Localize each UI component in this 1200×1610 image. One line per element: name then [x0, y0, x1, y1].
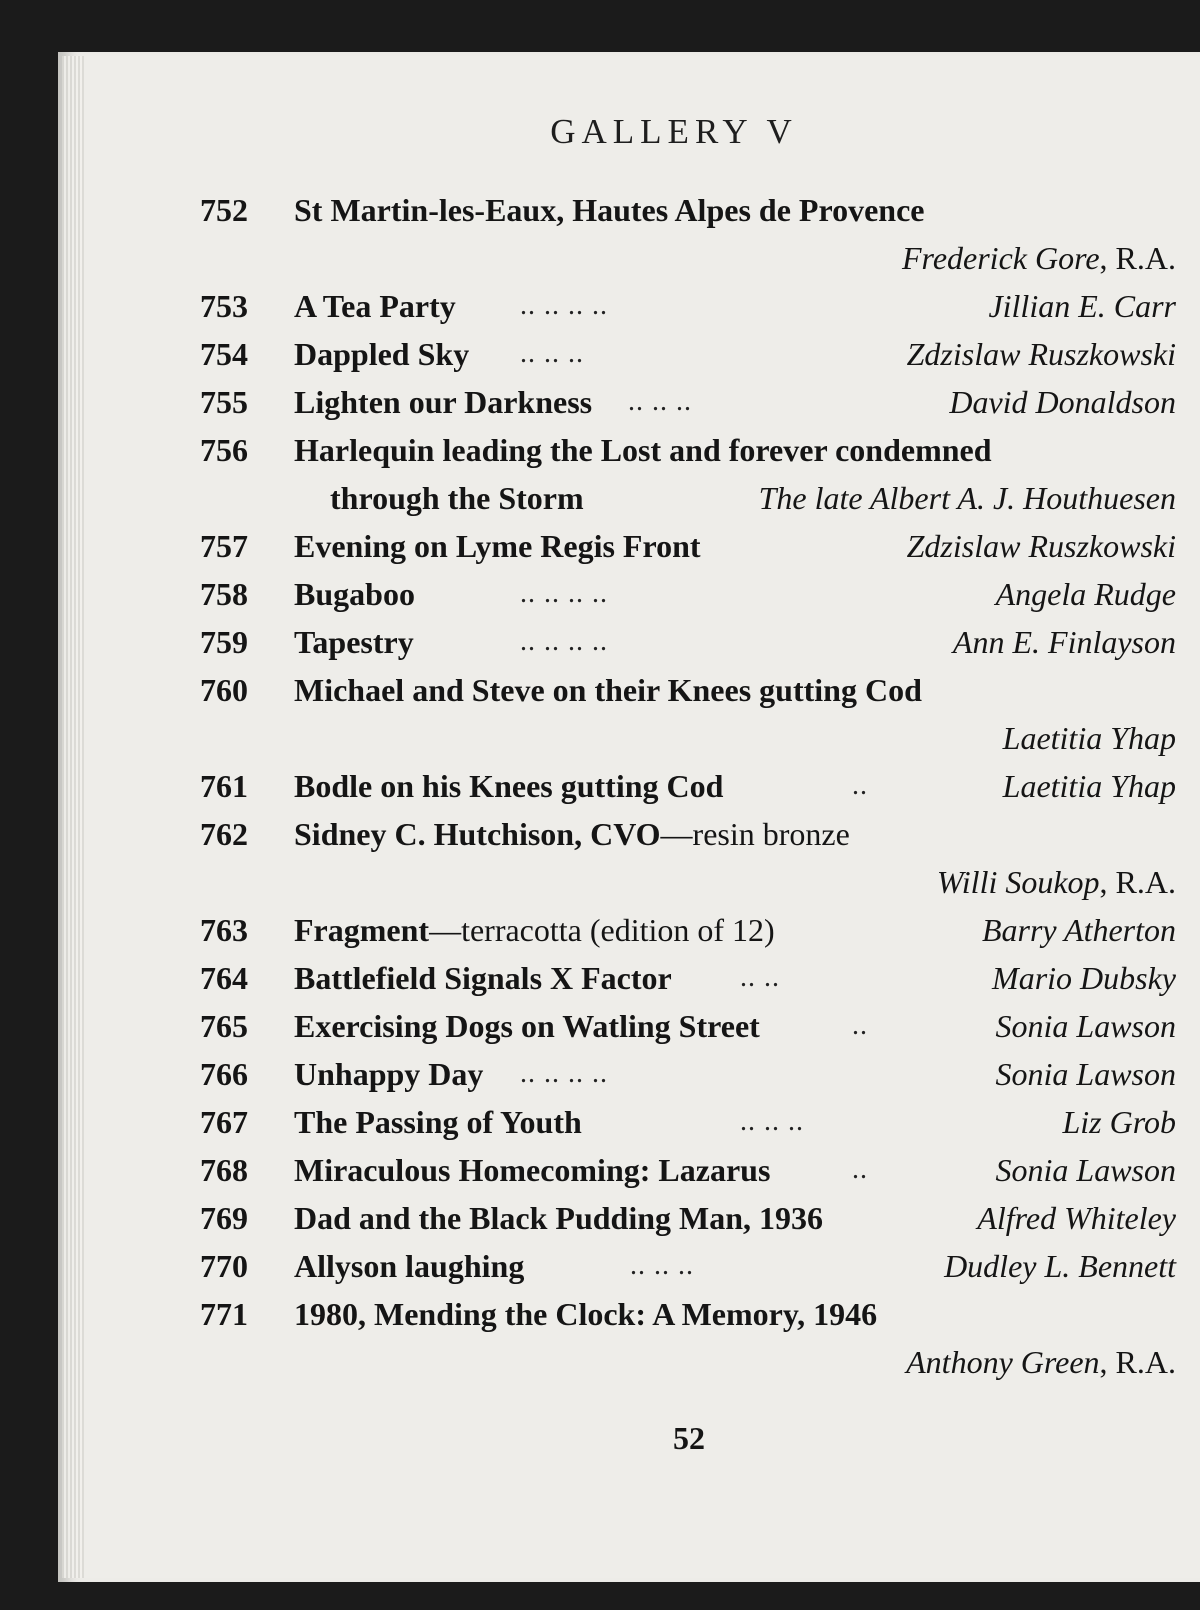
- entry-number: 757: [200, 528, 248, 564]
- entry-title: Michael and Steve on their Knees gutting Cod: [294, 672, 922, 708]
- artist-name: Frederick Gore: [902, 240, 1100, 276]
- artist-name: Willi Soukop: [936, 864, 1100, 900]
- entry-artist: Barry Atherton: [981, 912, 1176, 948]
- catalogue-entry-762: [0, 814, 1200, 862]
- entry-artist: Angela Rudge: [995, 576, 1176, 612]
- entry-number: 767: [200, 1104, 248, 1140]
- entry-number: 753: [200, 288, 248, 324]
- catalogue-entry-756: [0, 430, 1200, 478]
- catalogue-entry-764: [0, 958, 1200, 1006]
- catalogue-entry-752: [0, 190, 1200, 238]
- catalogue-entry-769: [0, 1198, 1200, 1246]
- leader-dots: .. .. ..: [628, 386, 692, 417]
- entry-title: 1980, Mending the Clock: A Memory, 1946: [294, 1296, 878, 1332]
- catalogue-entry-760-artist-line: [0, 718, 1200, 766]
- catalogue-entry-756-continued: [0, 478, 1200, 526]
- entry-number: 762: [200, 816, 248, 852]
- leader-dots: .. .. .. ..: [520, 578, 608, 609]
- entry-artist: Jillian E. Carr: [988, 288, 1176, 324]
- entry-number: 763: [200, 912, 248, 948]
- catalogue-entry-753: [0, 286, 1200, 334]
- entry-title-continued: through the Storm: [330, 480, 584, 516]
- entry-number: 764: [200, 960, 248, 996]
- entry-title: Tapestry: [294, 624, 414, 660]
- entry-number: 759: [200, 624, 248, 660]
- entry-artist: Sonia Lawson: [995, 1008, 1176, 1044]
- entry-title: Harlequin leading the Lost and forever condemned: [294, 432, 992, 468]
- entry-medium: —terracotta (edition of 12): [429, 912, 775, 948]
- leader-dots: .. .. .. ..: [520, 626, 608, 657]
- entry-number: 760: [200, 672, 248, 708]
- title-text: Sidney C. Hutchison, CVO: [294, 816, 661, 852]
- entry-number: 752: [200, 192, 248, 228]
- catalogue-entry-761: [0, 766, 1200, 814]
- catalogue-entry-759: [0, 622, 1200, 670]
- entry-artist: Sonia Lawson: [995, 1056, 1176, 1092]
- entry-artist: Laetitia Yhap: [1002, 720, 1176, 756]
- catalogue-entry-766: [0, 1054, 1200, 1102]
- catalogue-entry-760: [0, 670, 1200, 718]
- entry-title: Battlefield Signals X Factor: [294, 960, 672, 996]
- catalogue-entry-758: [0, 574, 1200, 622]
- entry-title: A Tea Party: [294, 288, 456, 324]
- entry-artist: Liz Grob: [1062, 1104, 1176, 1140]
- leader-dots: .. .. ..: [630, 1250, 694, 1281]
- entry-title: The Passing of Youth: [294, 1104, 582, 1140]
- entry-artist: Zdzislaw Ruszkowski: [906, 528, 1176, 564]
- entry-number: 761: [200, 768, 248, 804]
- entry-title: Bugaboo: [294, 576, 415, 612]
- leader-dots: ..: [852, 1010, 868, 1041]
- entry-artist: Alfred Whiteley: [977, 1200, 1176, 1236]
- entry-title: [294, 814, 850, 854]
- entry-number: 756: [200, 432, 248, 468]
- entry-title: Unhappy Day: [294, 1056, 484, 1092]
- entry-number: 758: [200, 576, 248, 612]
- leader-dots: ..: [852, 770, 868, 801]
- leader-dots: .. .. .. ..: [520, 1058, 608, 1089]
- entry-number: 754: [200, 336, 248, 372]
- entry-title: Lighten our Darkness: [294, 384, 593, 420]
- leader-dots: .. ..: [740, 962, 780, 993]
- entry-number: 755: [200, 384, 248, 420]
- leader-dots: ..: [852, 1154, 868, 1185]
- artist-suffix: , R.A.: [1099, 864, 1176, 900]
- entry-artist: Dudley L. Bennett: [944, 1248, 1176, 1284]
- entry-number: 766: [200, 1056, 248, 1092]
- entry-number: 769: [200, 1200, 248, 1236]
- entry-title: Dad and the Black Pudding Man, 1936: [294, 1200, 824, 1236]
- entry-title: Dappled Sky: [294, 336, 470, 372]
- catalogue-entry-771: [0, 1294, 1200, 1342]
- catalogue-entry-771-artist-line: [0, 1342, 1200, 1390]
- entry-artist: [937, 862, 1176, 902]
- catalogue-entry-765: [0, 1006, 1200, 1054]
- gallery-heading: GALLERY V: [550, 112, 798, 151]
- catalogue-entry-755: [0, 382, 1200, 430]
- entry-medium: —resin bronze: [660, 816, 850, 852]
- entry-title: [294, 910, 775, 950]
- entry-title: Miraculous Homecoming: Lazarus: [294, 1152, 771, 1188]
- title-text: Fragment: [294, 912, 430, 948]
- entry-number: 770: [200, 1248, 248, 1284]
- entry-artist: [906, 1342, 1176, 1382]
- catalogue-entry-762-artist-line: [0, 862, 1200, 910]
- catalogue-entry-770: [0, 1246, 1200, 1294]
- artist-suffix: , R.A.: [1099, 1344, 1176, 1380]
- artist-name: Anthony Green: [906, 1344, 1100, 1380]
- leader-dots: .. .. ..: [740, 1106, 804, 1137]
- entry-number: 768: [200, 1152, 248, 1188]
- entry-artist: The late Albert A. J. Houthuesen: [758, 480, 1176, 516]
- entry-artist: Laetitia Yhap: [1002, 768, 1176, 804]
- artist-suffix: , R.A.: [1099, 240, 1176, 276]
- entry-title: Bodle on his Knees gutting Cod: [294, 768, 724, 804]
- catalogue-entry-757: [0, 526, 1200, 574]
- catalogue-entry-768: [0, 1150, 1200, 1198]
- entry-artist: David Donaldson: [949, 384, 1176, 420]
- leader-dots: .. .. .. ..: [520, 290, 608, 321]
- entry-artist: Zdzislaw Ruszkowski: [906, 336, 1176, 372]
- entry-number: 771: [200, 1296, 248, 1332]
- entry-number: 765: [200, 1008, 248, 1044]
- catalogue-entry-763: [0, 910, 1200, 958]
- catalogue-entry-752-artist-line: [0, 238, 1200, 286]
- page-number: 52: [673, 1420, 705, 1456]
- catalogue-entry-754: [0, 334, 1200, 382]
- entry-title: St Martin-les-Eaux, Hautes Alpes de Provence: [294, 192, 925, 228]
- entry-title: Exercising Dogs on Watling Street: [294, 1008, 760, 1044]
- entry-artist: Sonia Lawson: [995, 1152, 1176, 1188]
- entry-artist: Ann E. Finlayson: [952, 624, 1176, 660]
- catalogue-entry-767: [0, 1102, 1200, 1150]
- entry-title: Allyson laughing: [294, 1248, 525, 1284]
- entry-artist: Mario Dubsky: [992, 960, 1176, 996]
- entry-title: Evening on Lyme Regis Front: [294, 528, 701, 564]
- entry-artist: [902, 238, 1176, 278]
- leader-dots: .. .. ..: [520, 338, 584, 369]
